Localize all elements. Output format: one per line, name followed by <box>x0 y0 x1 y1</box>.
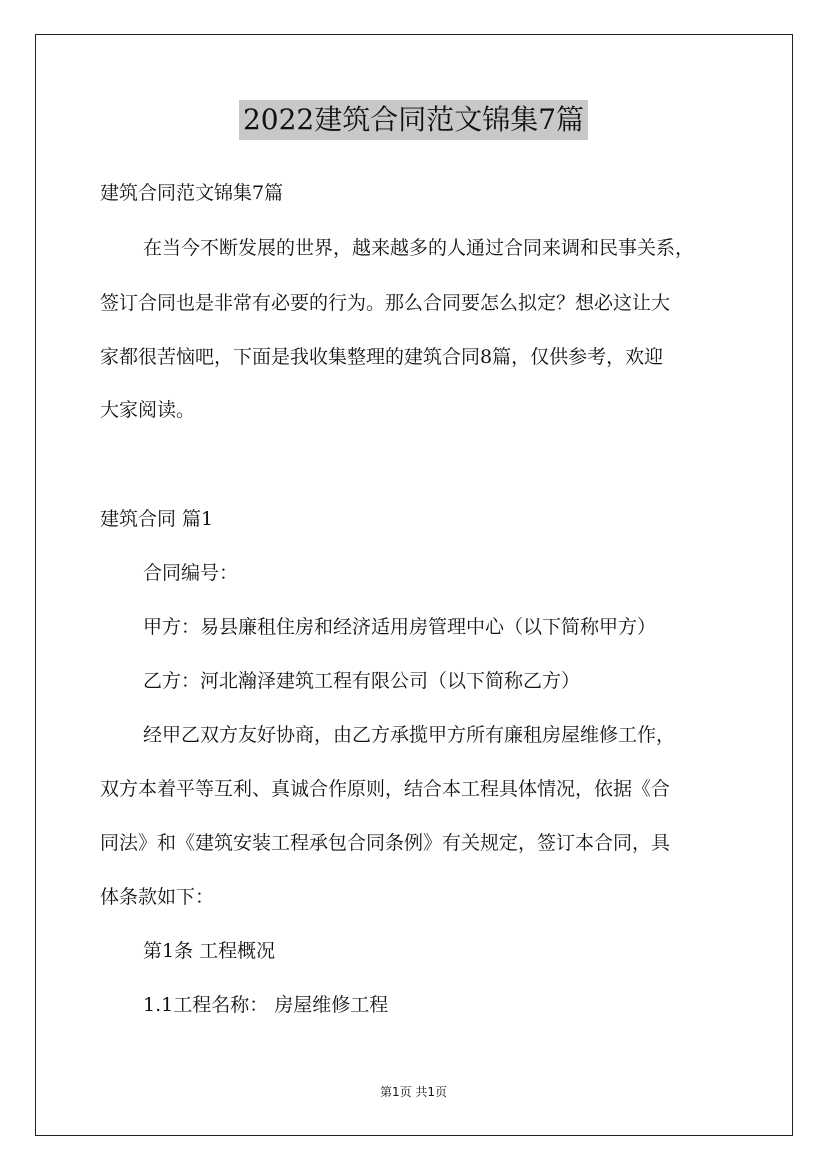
subtitle: 建筑合同范文锦集7篇 <box>100 182 284 204</box>
page-number: 第1页 共1页 <box>379 1085 448 1099</box>
intro-line-4: 大家阅读。 <box>100 399 196 421</box>
article-1-1: 1.1工程名称： 房屋维修工程 <box>143 994 389 1016</box>
article-1-heading: 第1条 工程概况 <box>143 940 276 962</box>
agreement-line-2: 双方本着平等互利、真诚合作原则，结合本工程具体情况，依据《合 <box>100 778 671 800</box>
intro-line-2: 签订合同也是非常有必要的行为。那么合同要怎么拟定？想必这让大 <box>100 292 671 314</box>
title-container <box>0 100 827 140</box>
document-title: 2022建筑合同范文锦集7篇 <box>239 100 588 140</box>
agreement-line-4: 体条款如下： <box>100 886 215 908</box>
intro-line-1: 在当今不断发展的世界，越来越多的人通过合同来调和民事关系， <box>143 237 695 259</box>
agreement-line-3: 同法》和《建筑安装工程承包合同条例》有关规定，签订本合同，具 <box>100 832 671 854</box>
agreement-line-1: 经甲乙双方友好协商，由乙方承揽甲方所有廉租房屋维修工作， <box>143 724 676 746</box>
party-a: 甲方：易县廉租住房和经济适用房管理中心（以下简称甲方） <box>143 616 657 638</box>
contract-number: 合同编号： <box>143 562 239 584</box>
section-heading: 建筑合同 篇1 <box>100 508 214 530</box>
party-b: 乙方：河北瀚泽建筑工程有限公司（以下简称乙方） <box>143 670 581 692</box>
intro-line-3: 家都很苦恼吧，下面是我收集整理的建筑合同8篇，仅供参考，欢迎 <box>100 346 664 368</box>
